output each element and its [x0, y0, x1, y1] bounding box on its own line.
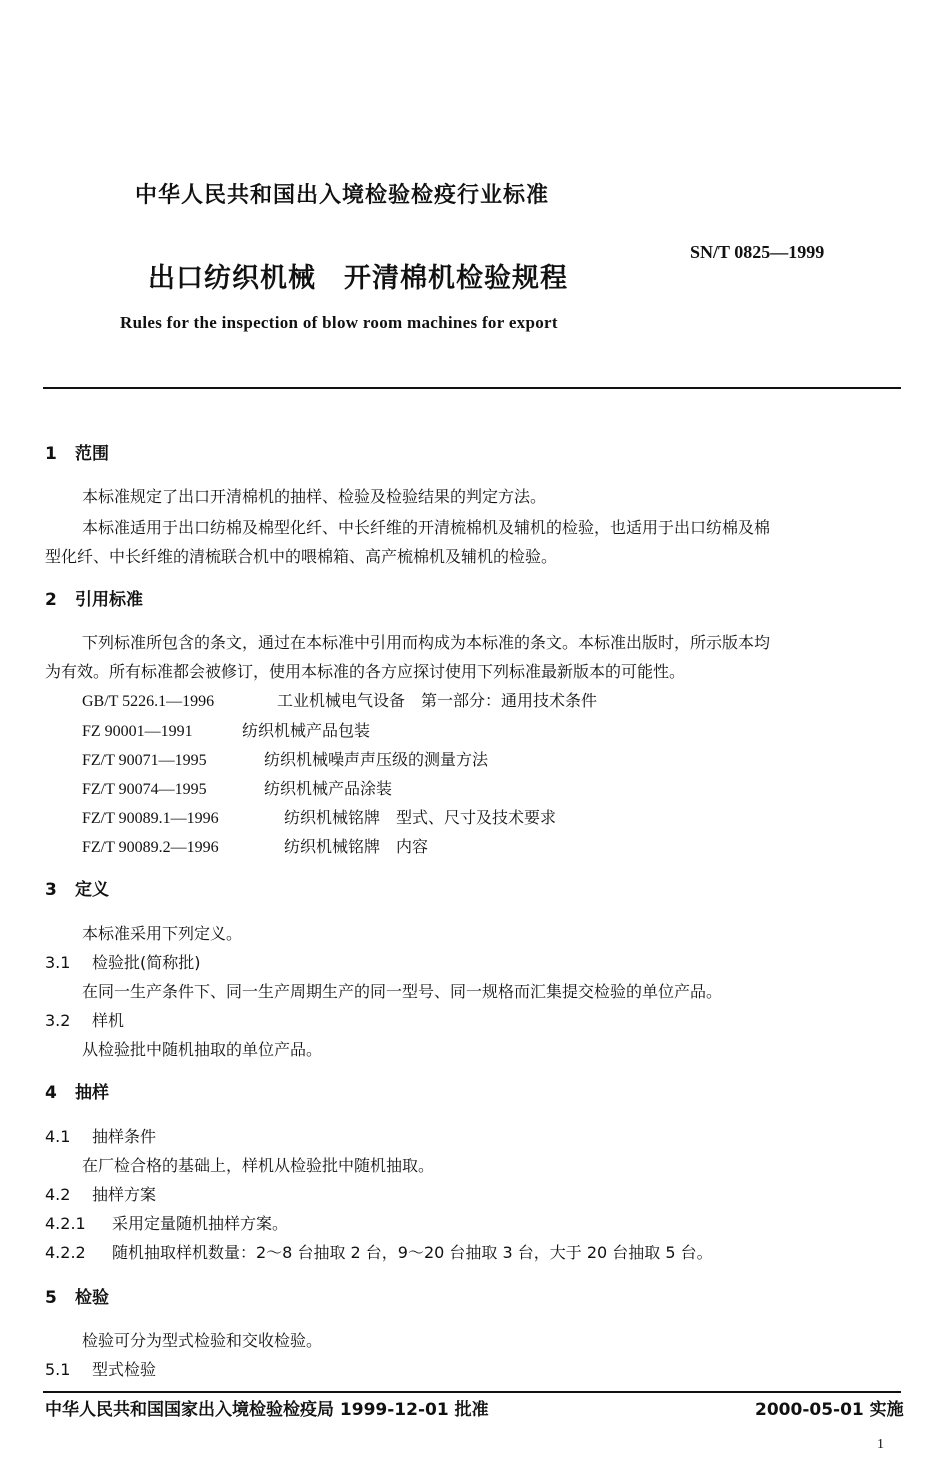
english-title: Rules for the inspection of blow room machines for export — [120, 313, 558, 332]
approval-issuer-date: 中华人民共和国国家出入境检验检疫局 1999-12-01 批准 — [45, 1400, 489, 1420]
reference-item: FZ/T 90089.1—1996 纺织机械铭牌 型式、尺寸及技术要求 — [82, 808, 557, 827]
footer-divider — [43, 1391, 901, 1393]
definition-3-2-text: 从检验批中随机抽取的单位产品。 — [82, 1040, 323, 1059]
reference-item: FZ/T 90071—1995 纺织机械噪声声压级的测量方法 — [82, 750, 489, 769]
clause-4-2-2: 4.2.2 随机抽取样机数量：2～8 台抽取 2 台，9～20 台抽取 3 台，大于 20 台抽取 5 台。 — [45, 1243, 713, 1262]
section-4-heading: 4 抽样 — [45, 1083, 109, 1103]
standard-number: SN/T 0825—1999 — [690, 242, 825, 262]
reference-item: GB/T 5226.1—1996 工业机械电气设备 第一部分：通用技术条件 — [82, 691, 598, 710]
section-2-heading: 2 引用标准 — [45, 590, 143, 610]
section-3-heading: 3 定义 — [45, 880, 109, 900]
page-number: 1 — [877, 1437, 884, 1452]
reference-item: FZ 90001—1991 纺织机械产品包装 — [82, 721, 371, 740]
industry-standard-title: 中华人民共和国出入境检验检疫行业标准 — [135, 183, 550, 208]
clause-4-2-1: 4.2.1 采用定量随机抽样方案。 — [45, 1214, 289, 1233]
reference-item: FZ/T 90074—1995 纺织机械产品涂装 — [82, 779, 393, 798]
section-1-paragraph-1: 本标准规定了出口开清棉机的抽样、检验及检验结果的判定方法。 — [82, 487, 547, 506]
section-3-paragraph-1: 本标准采用下列定义。 — [82, 924, 243, 943]
reference-item: FZ/T 90089.2—1996 纺织机械铭牌 内容 — [82, 837, 429, 856]
section-1-paragraph-2-cont: 型化纤、中长纤维的清梳联合机中的喂棉箱、高产梳棉机及辅机的检验。 — [45, 547, 558, 566]
clause-4-1-text: 在厂检合格的基础上，样机从检验批中随机抽取。 — [82, 1156, 435, 1175]
section-2-paragraph-1-cont: 为有效。所有标准都会被修订，使用本标准的各方应探讨使用下列标准最新版本的可能性。 — [45, 662, 686, 681]
header-divider — [43, 387, 901, 389]
clause-4-1-heading: 4.1 抽样条件 — [45, 1127, 157, 1146]
clause-5-1-heading: 5.1 型式检验 — [45, 1360, 157, 1379]
definition-3-2-heading: 3.2 样机 — [45, 1011, 125, 1030]
effective-date: 2000-05-01 实施 — [755, 1400, 904, 1420]
section-5-paragraph-1: 检验可分为型式检验和交收检验。 — [82, 1331, 323, 1350]
definition-3-1-heading: 3.1 检验批(简称批) — [45, 953, 201, 972]
definition-3-1-text: 在同一生产条件下、同一生产周期生产的同一型号、同一规格而汇集提交检验的单位产品。 — [82, 982, 723, 1001]
clause-4-2-heading: 4.2 抽样方案 — [45, 1185, 157, 1204]
section-2-paragraph-1: 下列标准所包含的条文，通过在本标准中引用而构成为本标准的条文。本标准出版时，所示版本均 — [82, 633, 771, 652]
section-1-paragraph-2: 本标准适用于出口纺棉及棉型化纤、中长纤维的开清梳棉机及辅机的检验，也适用于出口纺棉及棉 — [82, 518, 771, 537]
section-5-heading: 5 检验 — [45, 1288, 109, 1308]
standard-title: 出口纺织机械 开清棉机检验规程 — [148, 263, 568, 294]
section-1-heading: 1 范围 — [45, 444, 109, 464]
